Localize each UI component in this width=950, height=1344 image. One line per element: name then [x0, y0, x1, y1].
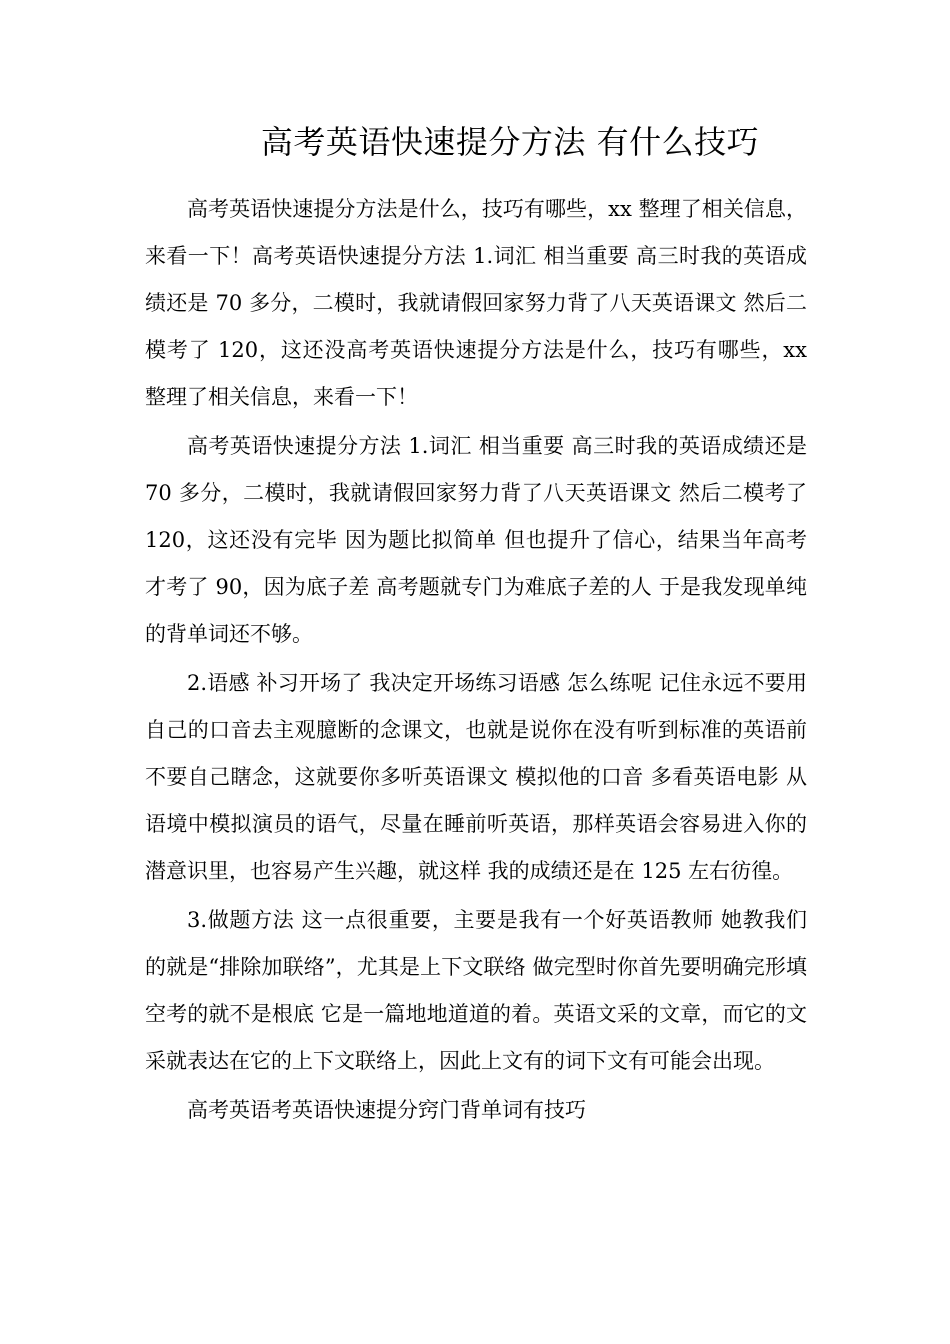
paragraph-3: 2.语感 补习开场了 我决定开场练习语感 怎么练呢 记住永远不要用自己的口音去主观臆断的念课文，也就是说你在没有听到标准的英语前不要自己瞎念，这就要你多听英语课文 模拟他的口音 多看英语电影 从语境中模拟演员的语气，尽量在睡前听英语，那样英语会容易进入你的潜意识里，也容易产生兴趣，就这样 我的成绩还是在 125 左右彷徨。 — [145, 671, 807, 883]
paragraph-4: 3.做题方法 这一点很重要，主要是我有一个好英语教师 她教我们的就是“排除加联络”，尤其是上下文联络 做完型时你首先要明确完形填空考的就不是根底 它是一篇地地道道的着。英语文采的文章，而它的文采就表达在它的上下文联络上，因此上文有的词下文有可能会出现。 — [145, 908, 807, 1073]
document-title: 高考英语快速提分方法 有什么技巧 — [260, 123, 760, 161]
paragraph-5: 高考英语考英语快速提分窍门背单词有技巧 — [187, 1098, 586, 1122]
paragraph-1: 高考英语快速提分方法是什么，技巧有哪些，xx 整理了相关信息，来看一下！高考英语快速提分方法 1.词汇 相当重要 高三时我的英语成绩还是 70 多分，二模时，我就请假回家努力背了八天英语课文 然后二模考了 120，这还没高考英语快速提分方法是什么，技巧有哪些，xx 整理了相关信息，来看一下！ — [145, 197, 807, 409]
document-body — [145, 186, 807, 1134]
paragraph-2: 高考英语快速提分方法 1.词汇 相当重要 高三时我的英语成绩还是 70 多分，二模时，我就请假回家努力背了八天英语课文 然后二模考了 120，这还没有完毕 因为题比拟简单 但也提升了信心，结果当年高考才考了 90，因为底子差 高考题就专门为难底子差的人 于是我发现单纯的背单词还不够。 — [145, 434, 807, 646]
